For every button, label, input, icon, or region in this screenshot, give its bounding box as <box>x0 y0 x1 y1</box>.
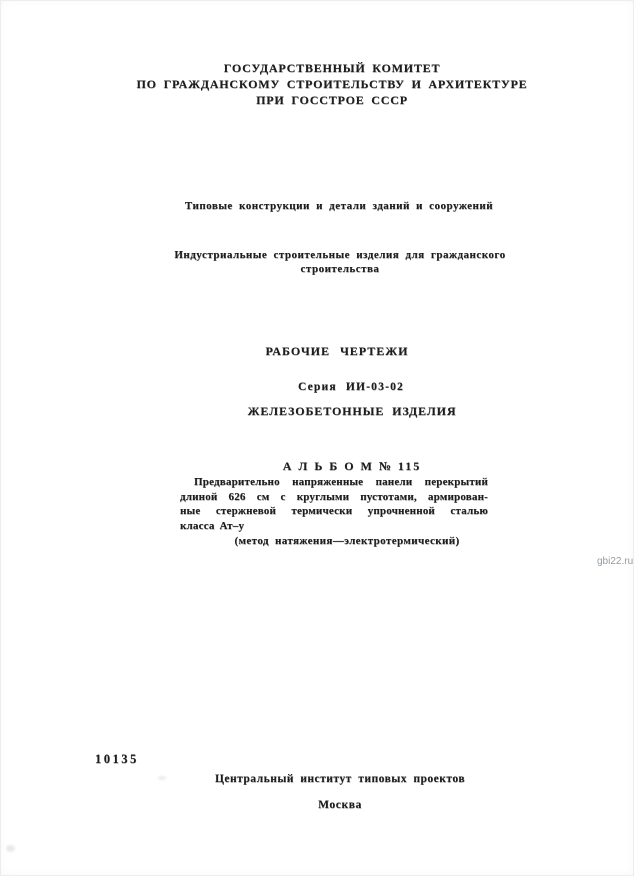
scan-smudge-artifact <box>158 776 166 780</box>
document-header <box>137 60 528 108</box>
institute-name: Центральный институт типовых проектов <box>214 773 466 785</box>
working-drawings-title: РАБОЧИЕ ЧЕРТЕЖИ <box>265 344 409 358</box>
header-line-2: ПО ГРАЖДАНСКОМУ СТРОИТЕЛЬСТВУ И АРХИТЕКТУРЕ <box>136 77 528 91</box>
header-line-3: ПРИ ГОССТРОЕ СССР <box>256 93 408 107</box>
industrial-products-block <box>174 248 505 276</box>
tensioning-method-note: (метод натяжения—электротермический) <box>234 535 460 547</box>
typical-constructions-line: Типовые конструкции и детали зданий и сооружений <box>184 200 494 212</box>
album-heading: А Л Ь Б О М № 115 <box>282 459 422 473</box>
album-description <box>180 475 488 533</box>
album-description-line: длиной 626 см с круглыми пустотами, армирован- <box>180 490 488 503</box>
album-description-line: Предварительно напряженные панели перекрытий <box>194 476 488 488</box>
city-name: Москва <box>318 799 362 811</box>
industrial-line-2: строительства <box>300 263 380 275</box>
album-description-line: класса Ат–у <box>180 519 245 532</box>
album-description-line: ные стержневой термически упрочненной сталью <box>180 505 488 517</box>
site-watermark: gbi22.ru <box>597 556 634 567</box>
series-number: Серия ИИ-03-02 <box>297 381 405 393</box>
header-line-1: ГОСУДАРСТВЕННЫЙ КОМИТЕТ <box>223 61 441 75</box>
document-code: 10135 <box>95 752 139 766</box>
product-type-title: ЖЕЛЕЗОБЕТОННЫЕ ИЗДЕЛИЯ <box>247 404 457 418</box>
industrial-line-1: Индустриальные строительные изделия для гражданского <box>174 249 506 261</box>
scan-smudge-artifact <box>6 845 15 852</box>
